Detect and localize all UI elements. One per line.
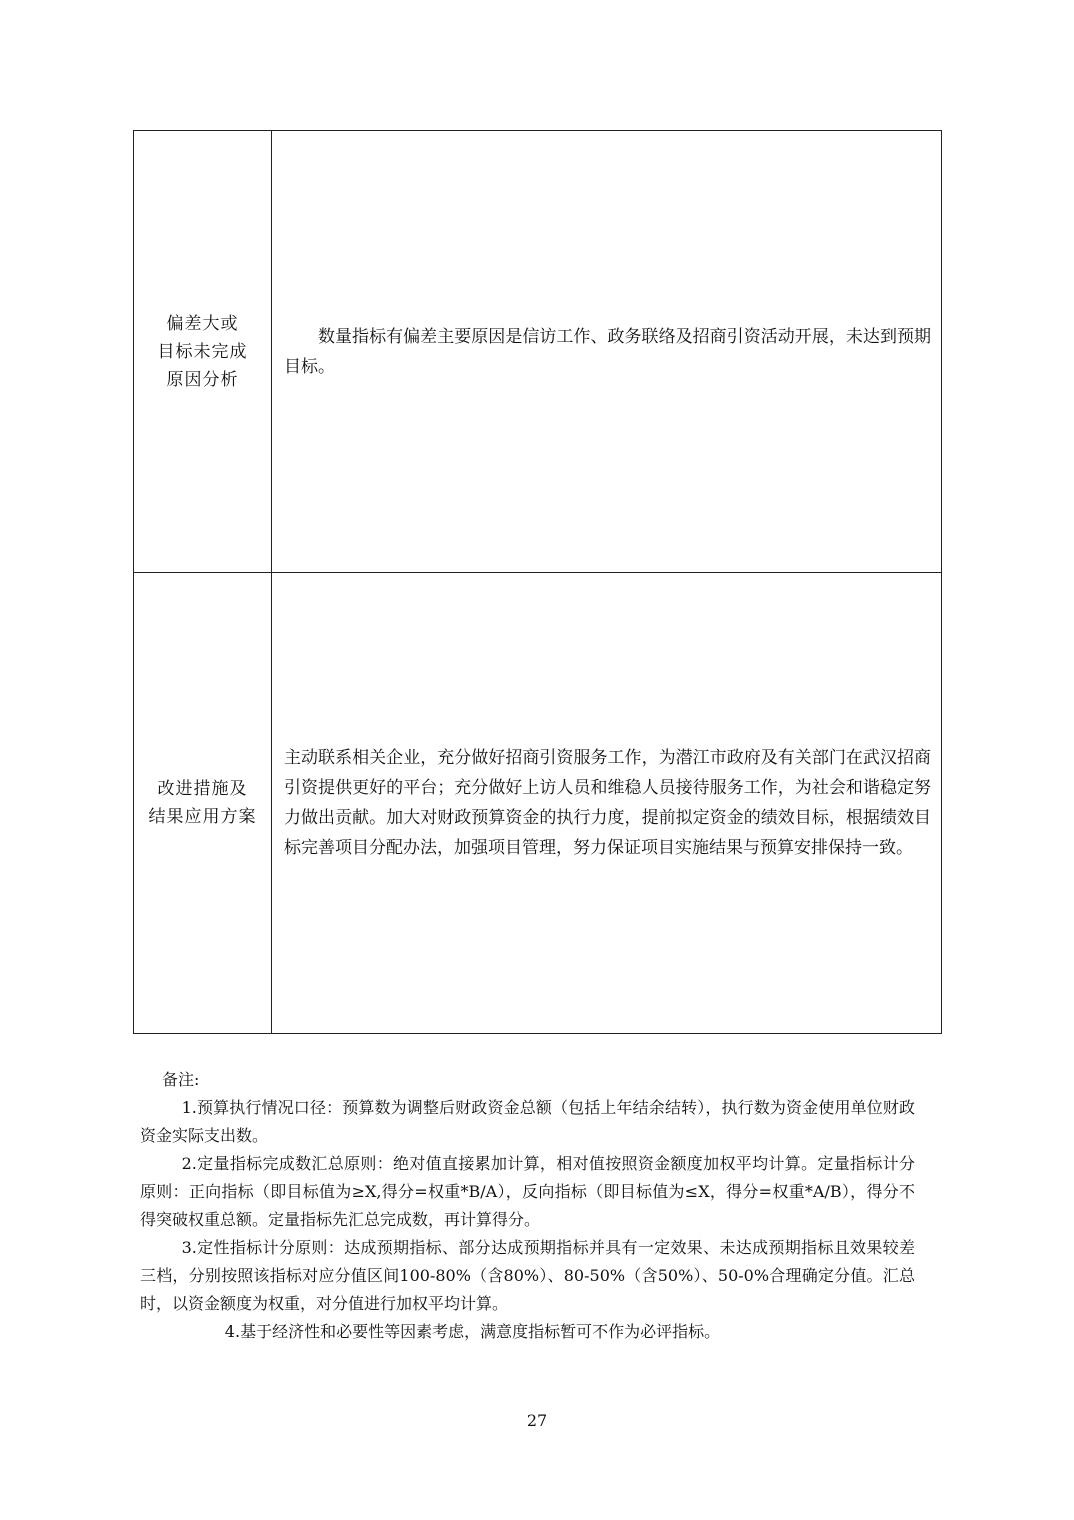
- row-label-line: 原因分析: [166, 369, 239, 390]
- notes-section: [140, 1066, 915, 1346]
- row-content-improvement-measures: [272, 573, 942, 1034]
- page-number: 27: [526, 1411, 548, 1430]
- row-label-line: 结果应用方案: [148, 807, 257, 827]
- table-row-deviation-analysis: [134, 131, 942, 573]
- row-label-deviation-analysis: [134, 131, 272, 573]
- note-item-3: 3.定性指标计分原则：达成预期指标、部分达成预期指标并具有一定效果、未达成预期指标且效果较差三档，分别按照该指标对应分值区间100-80%（含80%）、80-50%（含50%）、50-0%合理确定分值。汇总时，以资金额度为权重，对分值进行加权平均计算。: [140, 1238, 915, 1313]
- row-content-deviation-analysis: [272, 131, 942, 573]
- row-label-line: 偏差大或: [166, 313, 239, 334]
- row-label-line: 目标未完成: [157, 341, 248, 362]
- table-row-improvement-measures: [134, 573, 942, 1034]
- note-item-2: 2.定量指标完成数汇总原则：绝对值直接累加计算，相对值按照资金额度加权平均计算。定量指标计分原则：正向指标（即目标值为≥X,得分=权重*B/A），反向指标（即目标值为≤X，得分=权重*A/B），得分不得突破权重总额。定量指标先汇总完成数，再计算得分。: [140, 1154, 915, 1229]
- note-item-1: 1.预算执行情况口径：预算数为调整后财政资金总额（包括上年结余结转），执行数为资金使用单位财政资金实际支出数。: [140, 1098, 915, 1145]
- improvement-measures-text: 主动联系相关企业，充分做好招商引资服务工作，为潜江市政府及有关部门在武汉招商引资提供更好的平台；充分做好上访人员和维稳人员接待服务工作，为社会和谐稳定努力做出贡献。加大对财政预算资金的执行力度，提前拟定资金的绩效目标，根据绩效目标完善项目分配办法，加强项目管理，努力保证项目实施结果与预算安排保持一致。: [284, 748, 931, 858]
- note-item-4: 4.基于经济性和必要性等因素考虑，满意度指标暂可不作为必评指标。: [224, 1322, 721, 1341]
- notes-title: 备注:: [162, 1070, 200, 1089]
- deviation-analysis-text: 数量指标有偏差主要原因是信访工作、政务联络及招商引资活动开展，未达到预期目标。: [284, 326, 931, 377]
- row-label-improvement-measures: [134, 573, 272, 1034]
- row-label-line: 改进措施及: [157, 779, 248, 799]
- evaluation-table: [133, 130, 942, 1034]
